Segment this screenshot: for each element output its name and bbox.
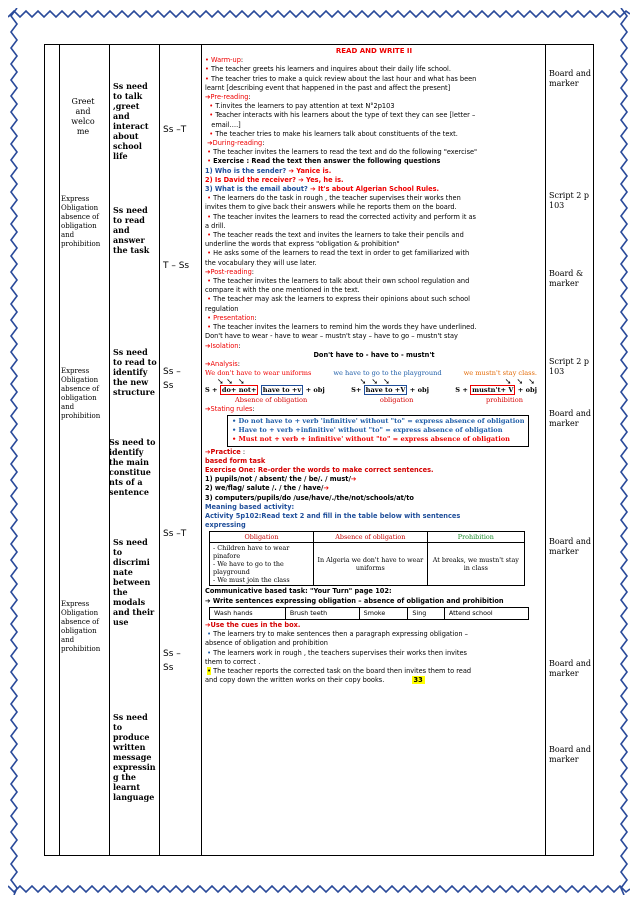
during-line: The learners do the task in rough , the teacher supervises their works then xyxy=(213,194,461,203)
warmup-line: The teacher greets his learners and inquires about their daily life school. xyxy=(211,65,451,74)
col-prohibition: Prohibition xyxy=(427,532,524,543)
formula-mustnt: mustn't+ V xyxy=(472,386,514,395)
material-3: Board & marker xyxy=(549,269,584,288)
column-divider xyxy=(545,45,546,855)
col-obligation: Obligation xyxy=(210,532,314,543)
stage-greet: Greet and welco me xyxy=(71,97,95,136)
lesson-title: READ AND WRITE II xyxy=(335,47,413,55)
stating-heading: Stating rules xyxy=(210,404,253,413)
objective-talk: Ss need to talk ,greet and interact about school life xyxy=(113,81,149,161)
post-line: regulation xyxy=(205,304,239,313)
procedure-column: READ AND WRITE II • Warm-up: • The teacher greets his learners and inquires about their daily life school. • The teacher tries to make a quick review about the last hour and what has been learnt [describing event that happened in the past and affect the present] ➔Pre-reading: • T.invites the learners to pay attention at text N°2p103 • Teacher interacts with his learners about the type of text they can see [letter – email….] • The teacher tries to make his learners talk about constituents of the text. ➔During-reading: • The teacher invites the learners to read the text and do the following "exercise" • Exercise : Read the text then answer the following questions 1) Who is the sender? ➔ Yanice is. 2) Is David the receiver? ➔ Yes, he is. 3) What is the email about? ➔ It's about Algerian School Rules. • The learners do the task in rough , the teacher supervises their works then invites them to give back their answers while he reports them on the board. • The teacher invites the learners to read the corrected activity and perform it as a drill. • The teacher reads the text and invites the learners to take their pencils and underline the words that express "obligation & prohibition" • He asks some of the learners to read the text in order to get familiarized with the vocabulary they will use later. ➔Post-reading: • The teacher invites the learners to talk about their own school regulation and compare it with the one mentioned in the text. • The teacher may ask the learners to express their opinions about such school regulation • Presentation: • The teacher invites the learners to remind him the words they have underlined. Don't have to wear - have to wear – mustn't stay – have to go – mustn't stay ➔Isolation: Don't have to - have to - mustn't ➔Analysis: We don't have to wear uniforms we have to go to the playground we mustn't stay class. ➘ ➘ ➘ ➘ ➘ ➘ ➘ ➘ ➘ S + do+ not+ have to +v + obj S+ have to +V + obj S + mustn't+ V + obj Absence of obligation obligation prohibition ➔Stating rules: • Do not have to + verb 'infinitive' without "to" = express absence of obligation • Have to + verb +infinitive' without "to" = express absence of obligation • Must not + verb + infinitive' without "to" = express absence of obligation ➔Practice : based form task Exercise One: Re-order the words to make correct sentences. 1) pupils/not / absent/ the / be/. / must/➔ 2) we/flag/ salute /. / the / have/➔ 3) computers/pupils/do /use/have/./the/not/schools/at/to Meaning based activity: Activity 5p102:Read text 2 and fill in the table below with sentences expressing Obligation Absence of obligation Prohibition - Children have to wear pinafore - We have to go to the playground - We must join the class In Algeria we don't have to wear uniforms At breaks, we mustn't stay in class Communicative based task: "Your Turn" page 102: ➔ Write sentences expressing obligation – absence of obligation and prohibition Wash hands Brush teeth Smoke Sing Attend school ➔Use the cues in the box. • The learners try to make sentences then a paragraph expressing obligation – absence of obligation and prohibition • The learners work in rough , the teachers supervises their works then invites them to correct . • The teacher reports the corrected task on the board then invites them to read and copy down the written works on their copy books. 33 xyxy=(205,47,543,685)
example-absence: We don't have to wear uniforms xyxy=(205,369,312,378)
formula-object: + obj xyxy=(517,386,537,395)
post-heading: Post-reading xyxy=(210,267,252,276)
during-line: He asks some of the learners to read the text in order to get familiarized with xyxy=(213,249,470,258)
down-arrow-icon: ➘ ➘ ➘ xyxy=(359,377,390,387)
final-line: The learners try to make sentences then a paragraph expressing obligation – xyxy=(213,630,468,639)
material-1: Board and marker xyxy=(549,69,591,88)
during-line: The teacher invites the learners to read the corrected activity and perform it as xyxy=(213,212,476,221)
during-line: The teacher invites the learners to read the text and do the following "exercise" xyxy=(213,148,478,157)
page-number: 33 xyxy=(413,676,423,685)
objective-read: Ss need to read and answer the task xyxy=(113,205,150,255)
isolation-heading: Isolation xyxy=(210,341,239,350)
down-arrow-icon: ➘ ➘ ➘ xyxy=(504,377,535,387)
interaction-5: Ss – Ss xyxy=(163,649,181,673)
presentation-line: The teacher invites the learners to remind him the words they have underlined. xyxy=(213,323,477,332)
formula-object: + obj xyxy=(305,386,325,395)
post-line: The teacher invites the learners to talk about their own school regulation and xyxy=(213,277,470,286)
rule-2: • Have to + verb +infinitive' without "to" = express absence of obligation xyxy=(232,426,503,435)
prereading-line: The teacher tries to make his learners talk about constituents of the text. xyxy=(215,129,458,138)
during-heading: During-reading xyxy=(212,139,263,148)
interaction-3: Ss – Ss xyxy=(163,367,181,391)
cue-item: Brush teeth xyxy=(285,607,359,619)
prereading-line: T.invites the learners to pay attention at text N°2p103 xyxy=(215,102,395,111)
answer-2: Yes, he is. xyxy=(306,175,344,184)
interaction-4: Ss –T xyxy=(163,529,187,539)
interaction-2: T – Ss xyxy=(163,261,190,271)
example-obligation: we have to go to the playground xyxy=(333,369,442,378)
material-5: Board and marker xyxy=(549,409,591,428)
decorative-border-right xyxy=(618,8,630,895)
cell-prohibition: At breaks, we mustn't stay in class xyxy=(427,543,524,586)
question-3: 3) What is the email about? xyxy=(205,185,308,194)
prereading-heading: Pre-reading xyxy=(210,93,249,102)
during-line: underline the words that express "obligation & prohibition" xyxy=(205,240,400,249)
activity-5: Activity 5p102:Read text 2 and fill in the table below with sentences xyxy=(205,511,461,520)
presentation-line: Don't have to wear - have to wear – mustn't stay – have to go – mustn't stay xyxy=(205,332,458,341)
down-arrow-icon: ➘ ➘ ➘ xyxy=(217,377,245,387)
prereading-line: Teacher interacts with his learners about the type of text they can see [letter – xyxy=(215,111,476,120)
exercise-heading: Exercise : Read the text then answer the following questions xyxy=(213,157,441,166)
analysis-formulas xyxy=(205,386,543,395)
final-line: The learners work in rough , the teachers supervises their works then invites xyxy=(213,648,467,657)
activity-5-cont: expressing xyxy=(205,521,246,530)
presentation-heading: Presentation xyxy=(213,313,255,322)
material-6: Board and marker xyxy=(549,537,591,556)
final-line: them to correct . xyxy=(205,657,261,666)
material-8: Board and marker xyxy=(549,745,591,764)
question-2: 2) Is David the receiver? xyxy=(205,175,296,184)
rule-3: • Must not + verb + infinitive' without "to" = express absence of obligation xyxy=(232,435,510,444)
stage-express-3: Express Obligation absence of obligation and prohibition xyxy=(61,600,101,653)
warmup-line: learnt [describing event that happened in the past and affect the present] xyxy=(205,83,451,92)
stage-express-2: Express Obligation absence of obligation and prohibition xyxy=(61,367,101,420)
lesson-plan-table xyxy=(44,44,594,856)
prereading-line: email….] xyxy=(211,120,241,129)
interaction-1: Ss –T xyxy=(163,125,187,135)
example-prohibition: we mustn't stay class. xyxy=(463,369,537,378)
formula-do-not: do+ not+ xyxy=(221,386,257,395)
column-divider xyxy=(201,45,202,855)
material-4: Script 2 p 103 xyxy=(549,357,589,376)
final-line: absence of obligation and prohibition xyxy=(205,639,328,648)
during-line: the vocabulary they will use later. xyxy=(205,258,317,267)
communicative-task: Communicative based task: "Your Turn" page 102: xyxy=(205,587,392,596)
label-absence: Absence of obligation xyxy=(235,395,308,404)
sentence-1: 1) pupils/not / absent/ the / be/. / must/ xyxy=(205,475,351,484)
final-line: and copy down the written works on their copy books. xyxy=(205,676,385,685)
final-line: The teacher reports the corrected task on the board then invites them to read xyxy=(213,666,472,675)
label-obligation: obligation xyxy=(379,395,414,404)
sentence-3: 3) computers/pupils/do /use/have/./the/not/schools/at/to xyxy=(205,493,414,502)
cell-obligation: - We must join the class xyxy=(213,576,290,585)
analysis-heading: Analysis xyxy=(210,359,238,368)
during-line: The teacher reads the text and invites the learners to take their pencils and xyxy=(213,231,464,240)
cue-item: Smoke xyxy=(359,607,408,619)
answer-3: It's about Algerian School Rules. xyxy=(317,185,440,194)
question-1: 1) Who is the sender? xyxy=(205,166,287,175)
formula-subject: S+ xyxy=(351,386,362,395)
column-divider xyxy=(159,45,160,855)
analysis-labels xyxy=(205,396,543,405)
during-line: a drill. xyxy=(205,221,226,230)
formula-subject: S + xyxy=(205,386,218,395)
formula-object: + obj xyxy=(409,386,429,395)
objective-produce: Ss need to produce written message expressin g the learnt language xyxy=(113,712,156,802)
warmup-line: The teacher tries to make a quick review about the last hour and what has been xyxy=(211,74,477,83)
objective-identify-structure: Ss need to read to identify the new structure xyxy=(113,347,157,397)
formula-have-to: have to +V xyxy=(365,386,406,395)
cues-table xyxy=(209,607,529,620)
exercise-one: Exercise One: Re-order the words to make correct sentences. xyxy=(205,465,434,474)
cell-obligation: - We have to go to the playground xyxy=(213,560,284,577)
meaning-based: Meaning based activity: xyxy=(205,502,295,511)
formula-subject: S + xyxy=(455,386,468,395)
sentence-2: 2) we/flag/ salute /. / the / have/ xyxy=(205,484,324,493)
cue-item: Attend school xyxy=(444,607,528,619)
col-absence: Absence of obligation xyxy=(314,532,428,543)
cues-instruction: Use the cues in the box. xyxy=(210,620,301,629)
column-divider xyxy=(59,45,60,855)
isolation-line: Don't have to - have to - mustn't xyxy=(313,350,435,359)
cell-obligation: - Children have to wear pinafore xyxy=(213,544,290,561)
objective-discriminate: Ss need to discrimi nate between the modals and their use xyxy=(113,537,155,627)
objective-identify-main: Ss need to identify the main constitue nts of a sentence xyxy=(109,437,156,497)
rules-box xyxy=(227,415,529,447)
label-prohibition: prohibition xyxy=(485,395,523,404)
during-line: invites them to give back their answers while he reports them on the board. xyxy=(205,203,457,212)
post-line: The teacher may ask the learners to express their opinions about such school xyxy=(213,295,470,304)
practice-heading: Practice xyxy=(210,447,241,456)
write-instruction: Write sentences expressing obligation – absence of obligation and prohibition xyxy=(212,596,504,605)
cue-item: Wash hands xyxy=(210,607,286,619)
post-line: compare it with the one mentioned in the text. xyxy=(205,286,360,295)
rule-1: • Do not have to + verb 'infinitive' without "to" = express absence of obligation xyxy=(232,416,524,425)
form-task: based form task xyxy=(205,456,266,465)
decorative-border-top xyxy=(8,8,630,20)
cue-item: Sing xyxy=(408,607,445,619)
formula-have-to: have to +v xyxy=(262,386,302,395)
material-2: Script 2 p 103 xyxy=(549,191,589,210)
answer-1: Yanice is. xyxy=(296,166,332,175)
warmup-heading: Warm-up xyxy=(211,56,241,65)
stage-express-1: Express Obligation absence of obligation and prohibition xyxy=(61,195,101,248)
decorative-border-bottom xyxy=(8,883,630,895)
decorative-border-left xyxy=(8,8,20,895)
sentences-table xyxy=(209,531,525,586)
material-7: Board and marker xyxy=(549,659,591,678)
cell-absence: In Algeria we don't have to wear uniforms xyxy=(314,543,428,586)
